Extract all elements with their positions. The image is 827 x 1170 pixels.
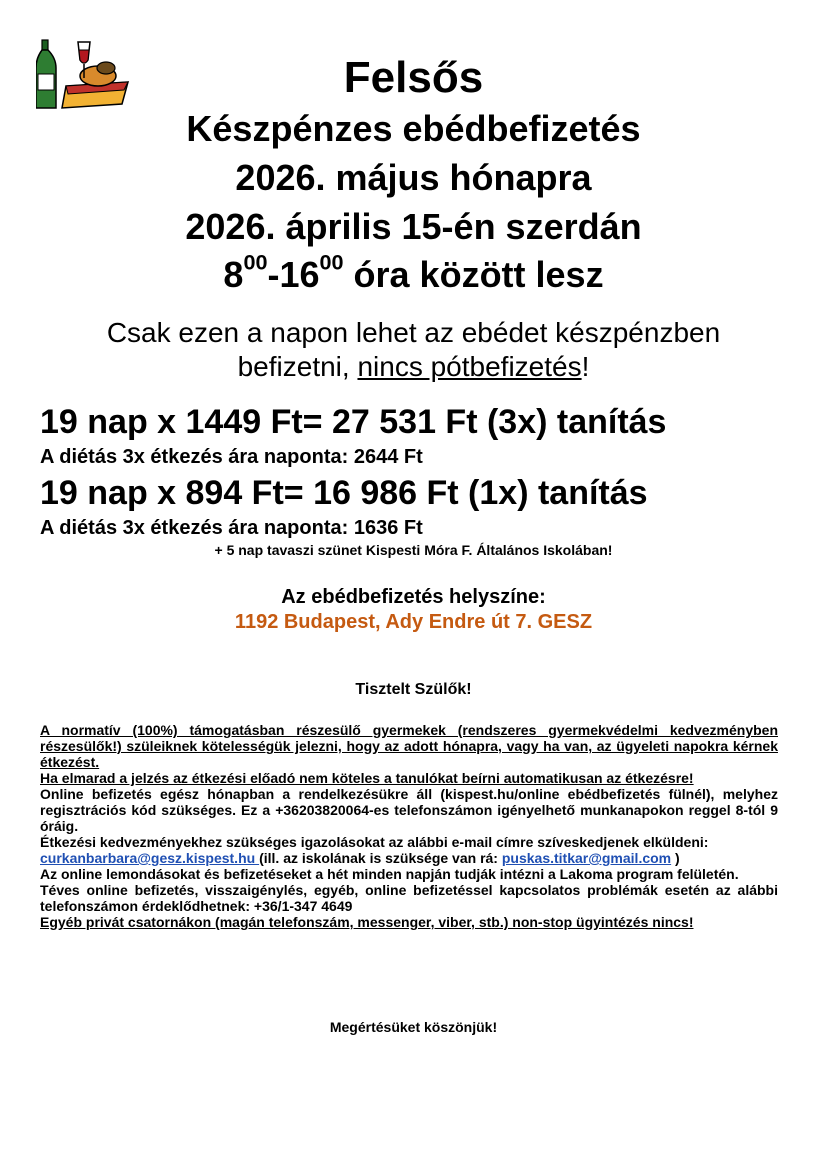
diet-price-1x: A diétás 3x étkezés ára naponta: 1636 Ft (40, 517, 423, 539)
spring-break-note: + 5 nap tavaszi szünet Kispesti Móra F. Általános Iskolában! (214, 542, 613, 558)
subheading-line-1: Csak ezen a napon lehet az ebédet készpénzben (106, 317, 721, 348)
diet-price-3x: A diétás 3x étkezés ára naponta: 2644 Ft (40, 446, 423, 468)
subheading-line-2: befizetni, nincs pótbefizetés! (237, 351, 590, 382)
headline-date: 2026. április 15-én szerdán (185, 206, 642, 247)
paragraph-lakoma: Az online lemondásokat és befizetéseket a hét minden napján tudják intézni a Lakoma program felületén. (40, 866, 739, 882)
paragraph-online-payment: Online befizetés egész hónapban a rendelkezésükre áll (kispest.hu/online ebédbefizetés fülnél), melyhez regisztrációs kód szükséges. Ez a +36203820064-es telefonszámon igényelhető munkanapokon reggel 8-tól 9 óráig. (40, 786, 778, 834)
no-late-payment-text: nincs pótbefizetés (357, 351, 582, 382)
paragraph-signal-warning: Ha elmarad a jelzés az étkezési előadó nem köteles a tanulókat beírni automatikusan az étkezésre! (40, 770, 694, 786)
closing-thanks: Megértésüket köszönjük! (329, 1019, 498, 1035)
price-row-3x: 19 nap x 1449 Ft= 27 531 Ft (3x) tanítás (40, 403, 667, 441)
email-link-curkanbarbara[interactable]: curkanbarbara@gesz.kispest.hu (40, 850, 260, 866)
greeting: Tisztelt Szülők! (355, 681, 472, 698)
headline-cash-payment: Készpénzes ebédbefizetés (186, 108, 641, 149)
location-address: 1192 Budapest, Ady Endre út 7. GESZ (234, 611, 593, 633)
page-title: Felsős (343, 53, 484, 102)
headline-month: 2026. május hónapra (235, 157, 592, 198)
price-row-1x: 19 nap x 894 Ft= 16 986 Ft (1x) tanítás (40, 474, 648, 512)
letter-body (40, 722, 778, 930)
email-link-puskas[interactable]: puskas.titkar@gmail.com (501, 850, 672, 866)
location-heading: Az ebédbefizetés helyszíne: (281, 586, 546, 608)
paragraph-discount-docs: Étkezési kedvezményekhez szükséges igazolásokat az alábbi e-mail címre szíveskedjenek elküldeni: curkanbarbara@gesz.kispest.hu (ill. az iskolának is szüksége van rá: puskas.titkar@gmail.com ) (40, 834, 709, 866)
headline-time: $8^{00}-16^{00}$ óra között lesz (223, 249, 604, 295)
paragraph-contact-phone: Téves online befizetés, visszaigénylés, egyéb, online befizetéssel kapcsolatos problémák esetén az alábbi telefonszámon érdeklődhetnek: +36/1-347 4649 (40, 882, 778, 914)
paragraph-normative: A normatív (100%) támogatásban részesülő gyermekek (rendszeres gyermekvédelmi kedvezményben részesülők!) szüleiknek kötelességük jelezni, hogy az adott hónapra, vagy ha van, az ügyeleti napokra kérnek étkezést. (40, 722, 778, 770)
paragraph-no-private-channels: Egyéb privát csatornákon (magán telefonszám, messenger, viber, stb.) non-stop ügyintézés nincs! (40, 914, 694, 930)
